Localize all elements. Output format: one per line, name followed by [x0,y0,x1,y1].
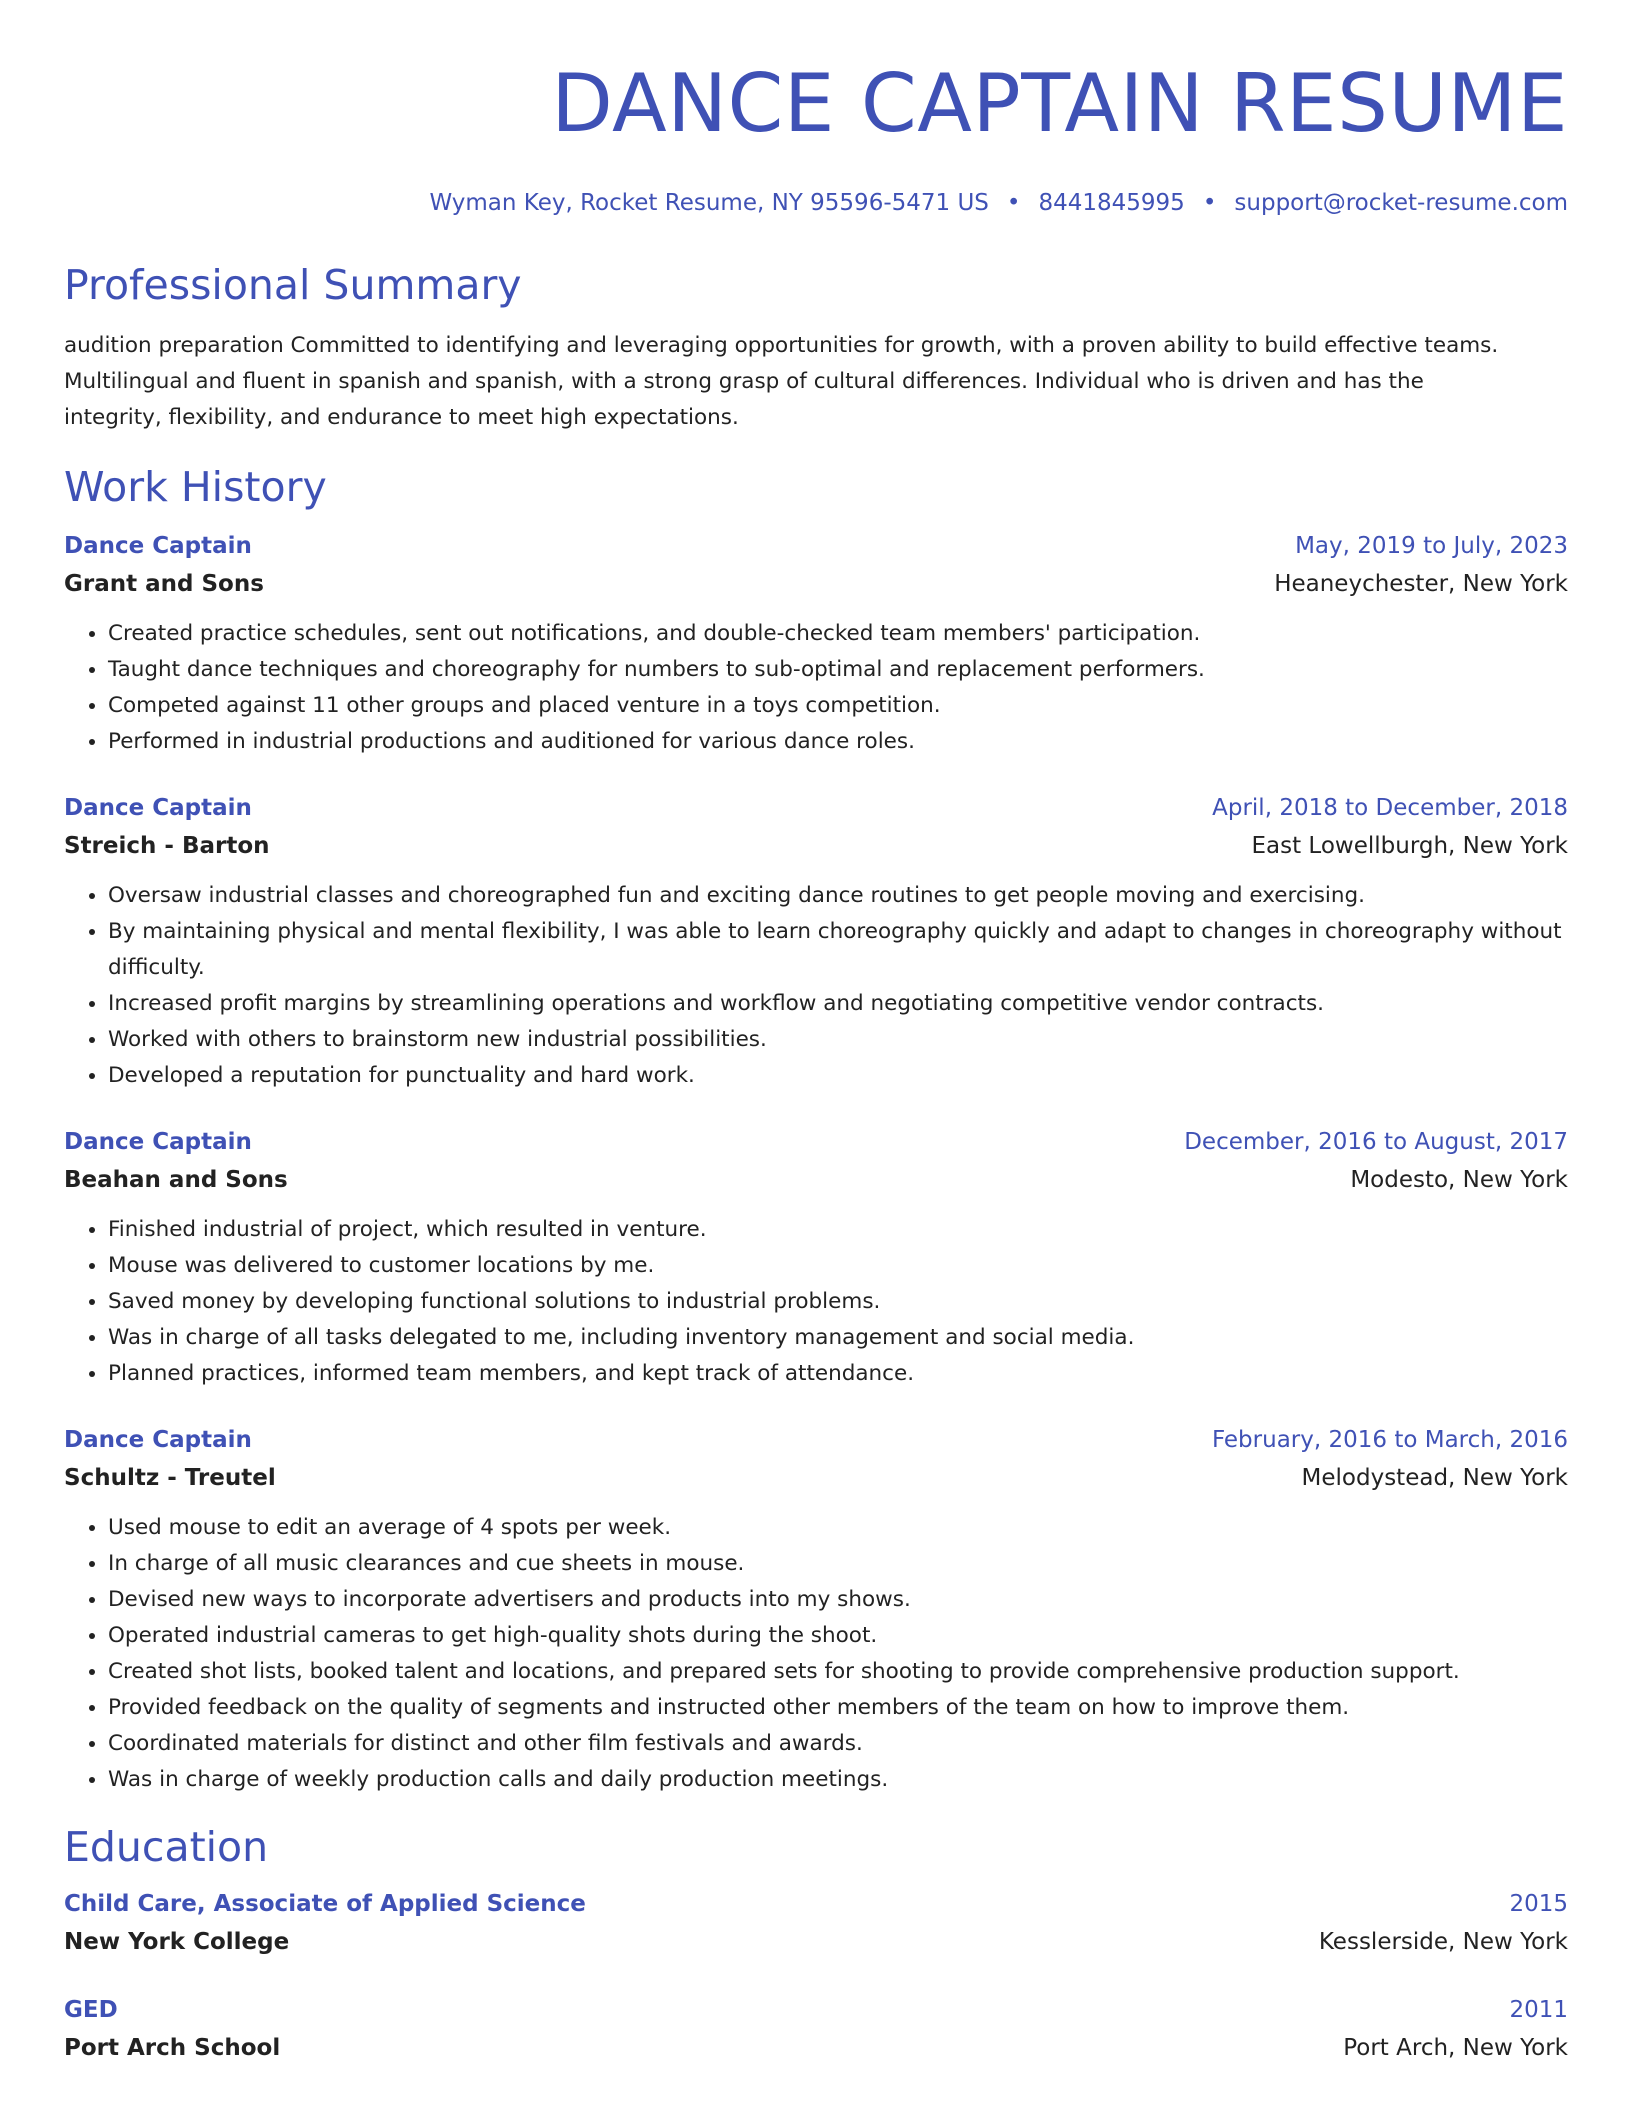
education-list [64,1886,1568,2068]
job-bullets [64,616,1568,760]
education-school: Port Arch School [64,2035,281,2061]
job-location: Melodystead, New York [1301,1465,1568,1491]
job-bullet: • Mouse was delivered to customer locations by me. [108,1248,1568,1284]
education-school-row [64,1922,1568,1962]
education-school-row [64,2028,1568,2068]
education-entry [64,1992,1568,2068]
job-entry [64,1422,1568,1798]
work-history-heading: Work History [64,463,327,511]
contact-line [64,188,1568,218]
job-bullet: • Was in charge of weekly production calls and daily production meetings. [108,1762,1568,1798]
job-header-row [64,790,1568,826]
job-bullet: • Worked with others to brainstorm new industrial possibilities. [108,1022,1568,1058]
job-dates: April, 2018 to December, 2018 [1212,795,1568,821]
contact-address: Wyman Key, Rocket Resume, NY 95596-5471 US [429,190,989,216]
job-bullet: • Devised new ways to incorporate advertisers and products into my shows. [108,1582,1568,1618]
job-bullet: • Operated industrial cameras to get high-quality shots during the shoot. [108,1618,1568,1654]
job-company-row [64,826,1568,866]
job-role: Dance Captain [64,1427,252,1453]
job-bullet: • Developed a reputation for punctuality and hard work. [108,1058,1568,1094]
job-bullet: • Increased profit margins by streamlining operations and workflow and negotiating competitive vendor contracts. [108,986,1568,1022]
job-bullets [64,878,1568,1094]
job-bullet: • Planned practices, informed team members, and kept track of attendance. [108,1356,1568,1392]
job-dates: December, 2016 to August, 2017 [1184,1129,1568,1155]
job-location: East Lowellburgh, New York [1251,833,1568,859]
job-location: Modesto, New York [1350,1167,1568,1193]
job-role: Dance Captain [64,795,252,821]
job-company-row [64,564,1568,604]
education-entry [64,1886,1568,1962]
job-header-row [64,528,1568,564]
job-bullet: • Taught dance techniques and choreography for numbers to sub-optimal and replacement performers. [108,652,1568,688]
education-location: Port Arch, New York [1343,2035,1568,2061]
education-degree: Child Care, Associate of Applied Science [64,1891,586,1917]
job-bullet: • Oversaw industrial classes and choreographed fun and exciting dance routines to get people moving and exercising. [108,878,1568,914]
contact-separator: • [1202,190,1217,216]
job-location: Heaneychester, New York [1274,571,1568,597]
job-bullet: • In charge of all music clearances and cue sheets in mouse. [108,1546,1568,1582]
job-bullet: • Finished industrial of project, which resulted in venture. [108,1212,1568,1248]
job-bullet: • Created shot lists, booked talent and locations, and prepared sets for shooting to provide comprehensive production support. [108,1654,1568,1690]
job-bullet: • Competed against 11 other groups and placed venture in a toys competition. [108,688,1568,724]
job-bullet: • Coordinated materials for distinct and other film festivals and awards. [108,1726,1568,1762]
education-year: 2011 [1509,1997,1568,2023]
summary-heading: Professional Summary [64,261,522,309]
job-entry [64,790,1568,1094]
job-bullet: • Performed in industrial productions and auditioned for various dance roles. [108,724,1568,760]
job-company-row [64,1458,1568,1498]
job-company-row [64,1160,1568,1200]
job-entry [64,1124,1568,1392]
job-role: Dance Captain [64,533,252,559]
summary-text: audition preparation Committed to identifying and leveraging opportunities for growth, with a proven ability to build effective teams. Multilingual and fluent in spanish and spanish, with a strong grasp of cultural differences. Individual who is driven and has the integrity, flexibility, and endurance to meet high expectations. [64,333,1499,430]
education-year: 2015 [1509,1891,1568,1917]
job-entry [64,528,1568,760]
job-company: Streich - Barton [64,833,270,859]
education-location: Kesslerside, New York [1318,1929,1568,1955]
education-header-row [64,1992,1568,2028]
job-bullet: • Created practice schedules, sent out notifications, and double-checked team members' participation. [108,616,1568,652]
education-school: New York College [64,1929,290,1955]
contact-separator: • [1006,190,1021,216]
job-company: Beahan and Sons [64,1167,288,1193]
work-history-list [64,528,1568,1798]
job-header-row [64,1422,1568,1458]
job-dates: May, 2019 to July, 2023 [1295,533,1568,559]
resume-title: DANCE CAPTAIN RESUME [551,57,1568,150]
job-bullets [64,1510,1568,1798]
job-bullet: • Provided feedback on the quality of segments and instructed other members of the team on how to improve them. [108,1690,1568,1726]
job-dates: February, 2016 to March, 2016 [1211,1427,1568,1453]
job-company: Schultz - Treutel [64,1465,276,1491]
job-bullet: • Was in charge of all tasks delegated to me, including inventory management and social media. [108,1320,1568,1356]
education-heading: Education [64,1823,269,1871]
education-degree: GED [64,1997,118,2023]
job-company: Grant and Sons [64,571,264,597]
resume-page [64,0,1568,2068]
job-header-row [64,1124,1568,1160]
job-bullet: • Used mouse to edit an average of 4 spots per week. [108,1510,1568,1546]
job-bullet: • Saved money by developing functional solutions to industrial problems. [108,1284,1568,1320]
contact-phone: 8441845995 [1038,190,1185,216]
education-header-row [64,1886,1568,1922]
job-role: Dance Captain [64,1129,252,1155]
job-bullets [64,1212,1568,1392]
job-bullet: • By maintaining physical and mental flexibility, I was able to learn choreography quickly and adapt to changes in choreography without difficulty. [108,914,1568,986]
contact-email: support@rocket-resume.com [1234,190,1568,216]
